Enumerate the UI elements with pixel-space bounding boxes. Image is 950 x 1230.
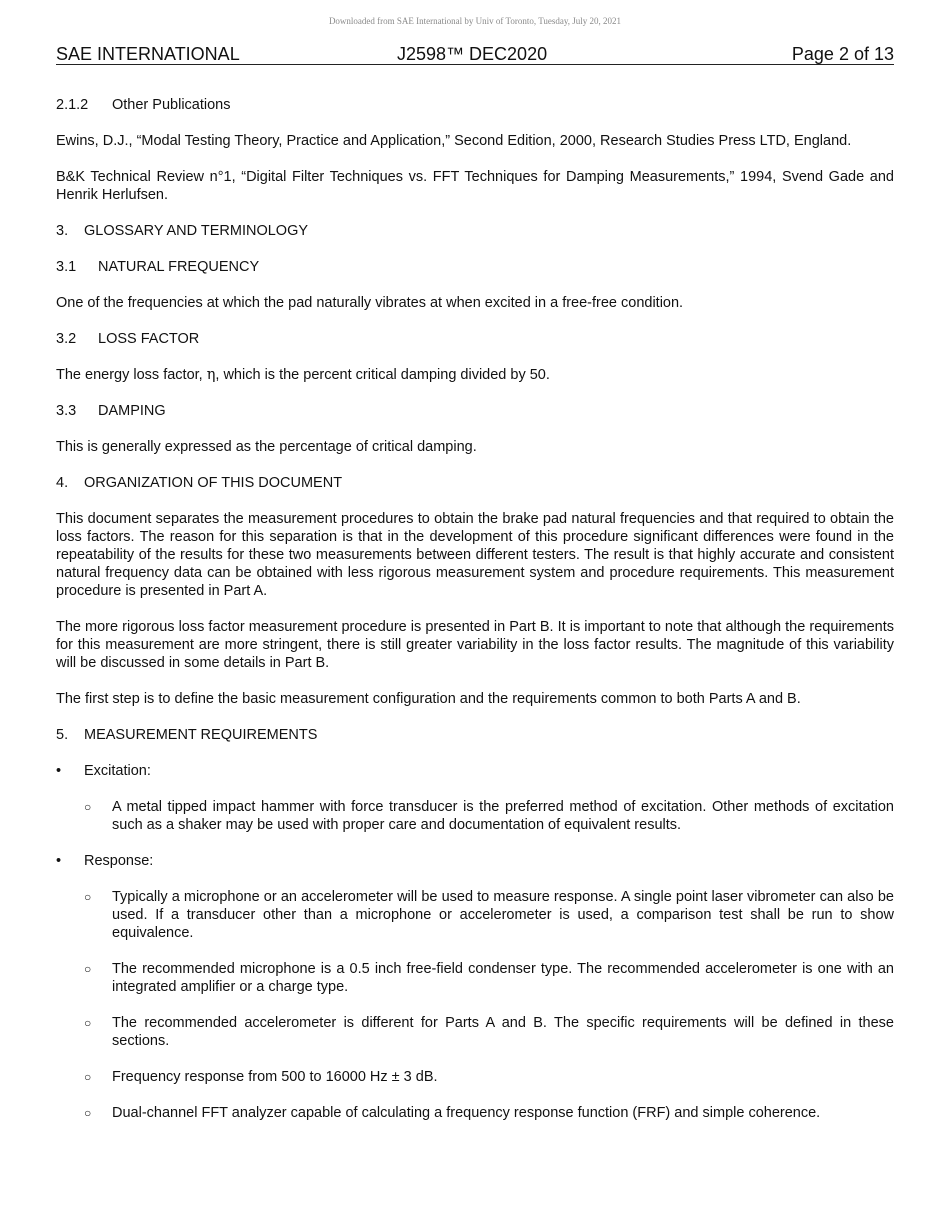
section-2-1-2-heading [56, 96, 894, 114]
loss-factor-text-b: , which is the percent critical damping divided by 50. [215, 367, 550, 383]
section-title: ORGANIZATION OF THIS DOCUMENT [84, 475, 343, 491]
header-page-number: Page 2 of 13 [791, 44, 894, 64]
bullet-label: Response: [84, 853, 154, 869]
circle-bullet-icon: ○ [84, 890, 92, 904]
section-number: 3.3 [56, 403, 77, 419]
organization-paragraph-1: This document separates the measurement procedures to obtain the brake pad natural frequencies and that required to obtain the loss factors. The reason for this separation is that in the development of this procedure significant differences were found in the repeatability of the results for these two measurements between different testers. The result is that highly accurate and consistent natural frequency data can be obtained with less rigorous measurement system and procedure requirements. This measurement procedure is presented in Part A. [56, 511, 894, 599]
sub-bullet-text: Frequency response from 500 to 16000 Hz ± 3 dB. [112, 1069, 438, 1085]
eta-symbol: η [206, 367, 216, 383]
header-document-id: J2598™ DEC2020 [397, 44, 548, 64]
sub-bullet-item [56, 1068, 894, 1086]
bullet-label: Excitation: [84, 763, 151, 779]
sub-bullet-text: Typically a microphone or an accelerometer will be used to measure response. A single point laser vibrometer can also be used. If a transducer other than a microphone or accelerometer is used, a comparison test shall be run to show equivalence. [112, 889, 894, 941]
section-number: 3.2 [56, 331, 77, 347]
sub-bullet-text: The recommended accelerometer is different for Parts A and B. The specific requirements will be defined in these sections. [112, 1015, 894, 1049]
loss-factor-definition [56, 366, 894, 384]
sub-bullet-text: The recommended microphone is a 0.5 inch free-field condenser type. The recommended accelerometer is one with an integrated amplifier or a charge type. [112, 961, 894, 995]
download-watermark: Downloaded from SAE International by Univ of Toronto, Tuesday, July 20, 2021 [328, 16, 622, 26]
section-title: Other Publications [112, 97, 231, 113]
organization-paragraph-2: The more rigorous loss factor measurement procedure is presented in Part B. It is important to note that although the requirements for this measurement are more stringent, there is still greater variability in the loss factor results. The magnitude of this variability will be discussed in some details in Part B. [56, 619, 894, 671]
circle-bullet-icon: ○ [84, 1106, 92, 1120]
page-header [56, 44, 894, 65]
section-title: GLOSSARY AND TERMINOLOGY [84, 223, 309, 239]
section-title: MEASUREMENT REQUIREMENTS [84, 727, 318, 743]
loss-factor-text-a: The energy loss factor, [56, 367, 207, 383]
section-number: 5. [56, 727, 69, 743]
section-4-heading [56, 474, 894, 492]
sub-bullet-text: A metal tipped impact hammer with force transducer is the preferred method of excitation. Other methods of excitation such as a shaker may be used with proper care and documentation of equivalent results. [112, 799, 894, 833]
reference-ewins: Ewins, D.J., “Modal Testing Theory, Practice and Application,” Second Edition, 2000, Research Studies Press LTD, England. [56, 133, 852, 149]
section-number: 2.1.2 [56, 97, 89, 113]
section-title: NATURAL FREQUENCY [98, 259, 260, 275]
section-title: DAMPING [98, 403, 166, 419]
circle-bullet-icon: ○ [84, 1016, 92, 1030]
header-organization: SAE INTERNATIONAL [56, 44, 240, 64]
section-3-2-heading [56, 330, 894, 348]
document-body [56, 96, 894, 1140]
circle-bullet-icon: ○ [84, 800, 92, 814]
section-3-1-heading [56, 258, 894, 276]
section-title: LOSS FACTOR [98, 331, 200, 347]
sub-bullet-text: Dual-channel FFT analyzer capable of calculating a frequency response function (FRF) and simple coherence. [112, 1105, 821, 1121]
circle-bullet-icon: ○ [84, 1070, 92, 1084]
section-5-heading [56, 726, 894, 744]
section-number: 4. [56, 475, 69, 491]
natural-frequency-definition: One of the frequencies at which the pad naturally vibrates at when excited in a free-free condition. [56, 295, 684, 311]
sub-bullet-item [56, 960, 894, 996]
circle-bullet-icon: ○ [84, 962, 92, 976]
sub-bullet-item [56, 1014, 894, 1050]
organization-paragraph-3: The first step is to define the basic measurement configuration and the requirements common to both Parts A and B. [56, 691, 801, 707]
bullet-icon: • [56, 853, 62, 869]
section-3-3-heading [56, 402, 894, 420]
reference-bk-technical-review: B&K Technical Review n°1, “Digital Filter Techniques vs. FFT Techniques for Damping Measurements,” 1994, Svend Gade and Henrik Herlufsen. [56, 169, 894, 203]
sub-bullet-item [56, 1104, 894, 1122]
section-3-heading [56, 222, 894, 240]
bullet-icon: • [56, 763, 62, 779]
bullet-response [56, 852, 894, 870]
section-number: 3.1 [56, 259, 77, 275]
section-number: 3. [56, 223, 69, 239]
damping-definition: This is generally expressed as the percentage of critical damping. [56, 439, 477, 455]
sub-bullet-item [56, 798, 894, 834]
sub-bullet-item [56, 888, 894, 942]
bullet-excitation [56, 762, 894, 780]
